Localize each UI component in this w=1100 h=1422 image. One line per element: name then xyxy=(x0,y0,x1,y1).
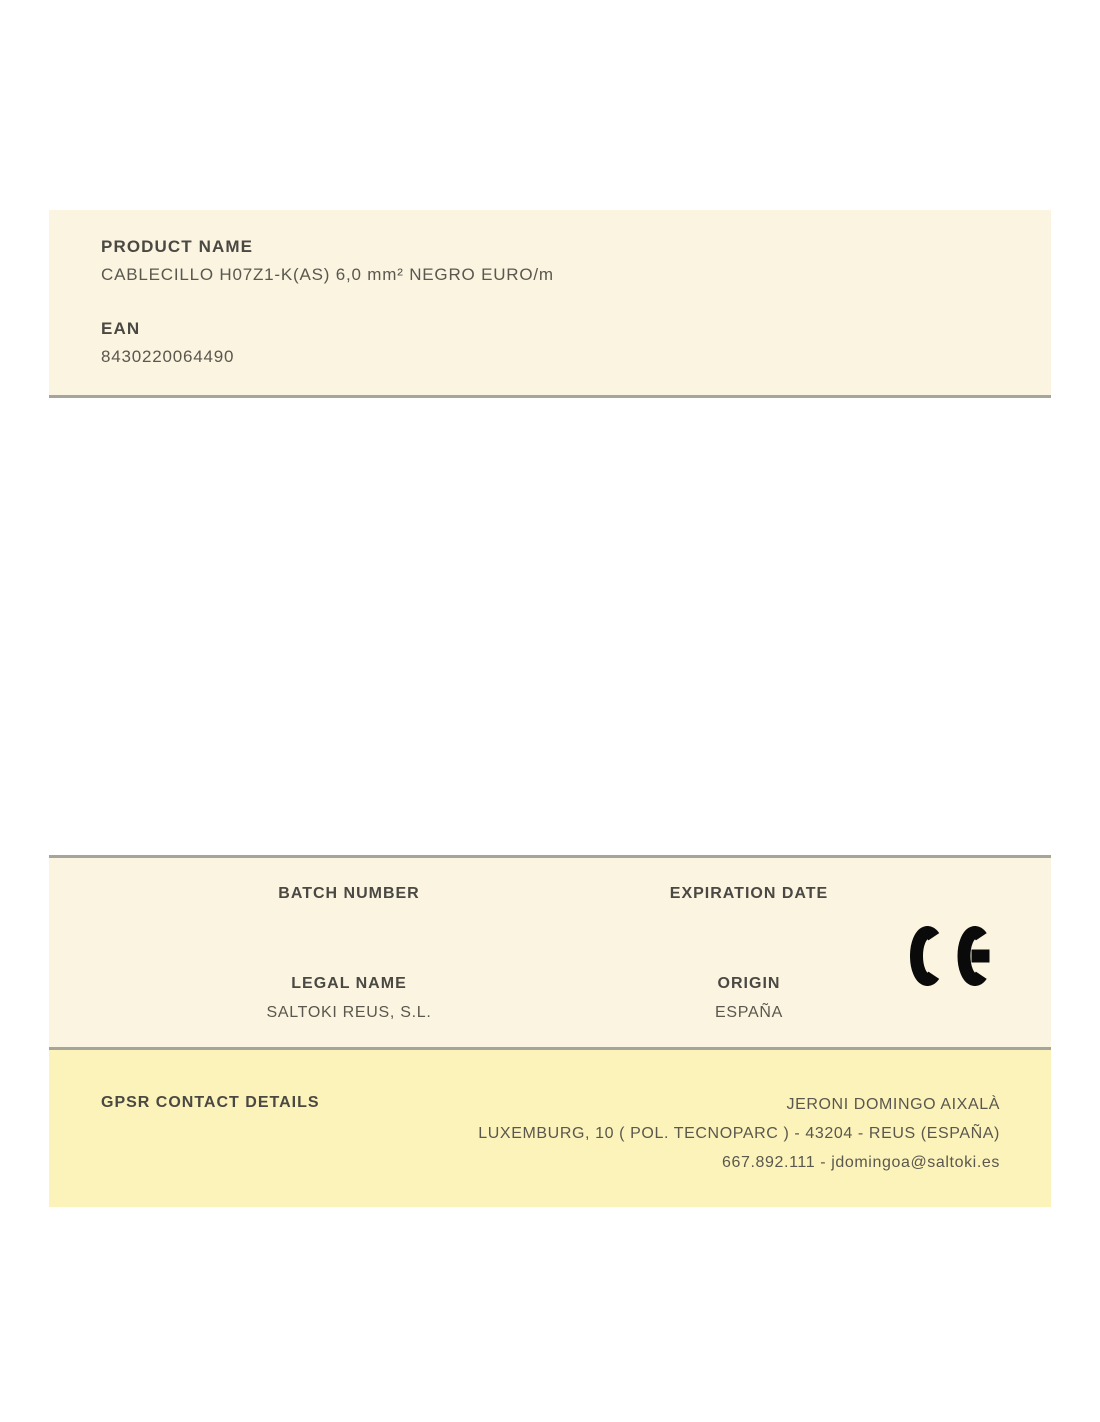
ean-value: 8430220064490 xyxy=(101,347,235,366)
legal-name-label: LEGAL NAME xyxy=(291,975,407,992)
ean-field xyxy=(101,320,999,365)
batch-number-label: BATCH NUMBER xyxy=(278,885,420,902)
legal-name-value: SALTOKI REUS, S.L. xyxy=(266,1004,432,1021)
product-section xyxy=(49,210,1051,398)
origin-label: ORIGIN xyxy=(717,975,781,992)
expiration-date-label: EXPIRATION DATE xyxy=(669,885,829,902)
product-name-value: CABLECILLO H07Z1-K(AS) 6,0 mm² NEGRO EURO/m xyxy=(101,265,554,284)
gpsr-contact-lines xyxy=(478,1090,1000,1177)
ce-mark-icon xyxy=(910,926,992,986)
gpsr-contact-section xyxy=(49,1050,1051,1207)
gpsr-contact-label: GPSR CONTACT DETAILS xyxy=(101,1094,320,1111)
contact-phone-email-line: 667.892.111 - jdomingoa@saltoki.es xyxy=(722,1154,1000,1171)
contact-address-line: LUXEMBURG, 10 ( POL. TECNOPARC ) - 43204 - REUS (ESPAÑA) xyxy=(478,1125,1000,1142)
origin-value: ESPAÑA xyxy=(715,1004,783,1021)
product-name-field xyxy=(101,238,999,283)
batch-section xyxy=(49,855,1051,1050)
product-name-label: PRODUCT NAME xyxy=(101,237,254,256)
contact-person-line: JERONI DOMINGO AIXALÀ xyxy=(786,1096,1000,1113)
ean-label: EAN xyxy=(101,319,141,338)
